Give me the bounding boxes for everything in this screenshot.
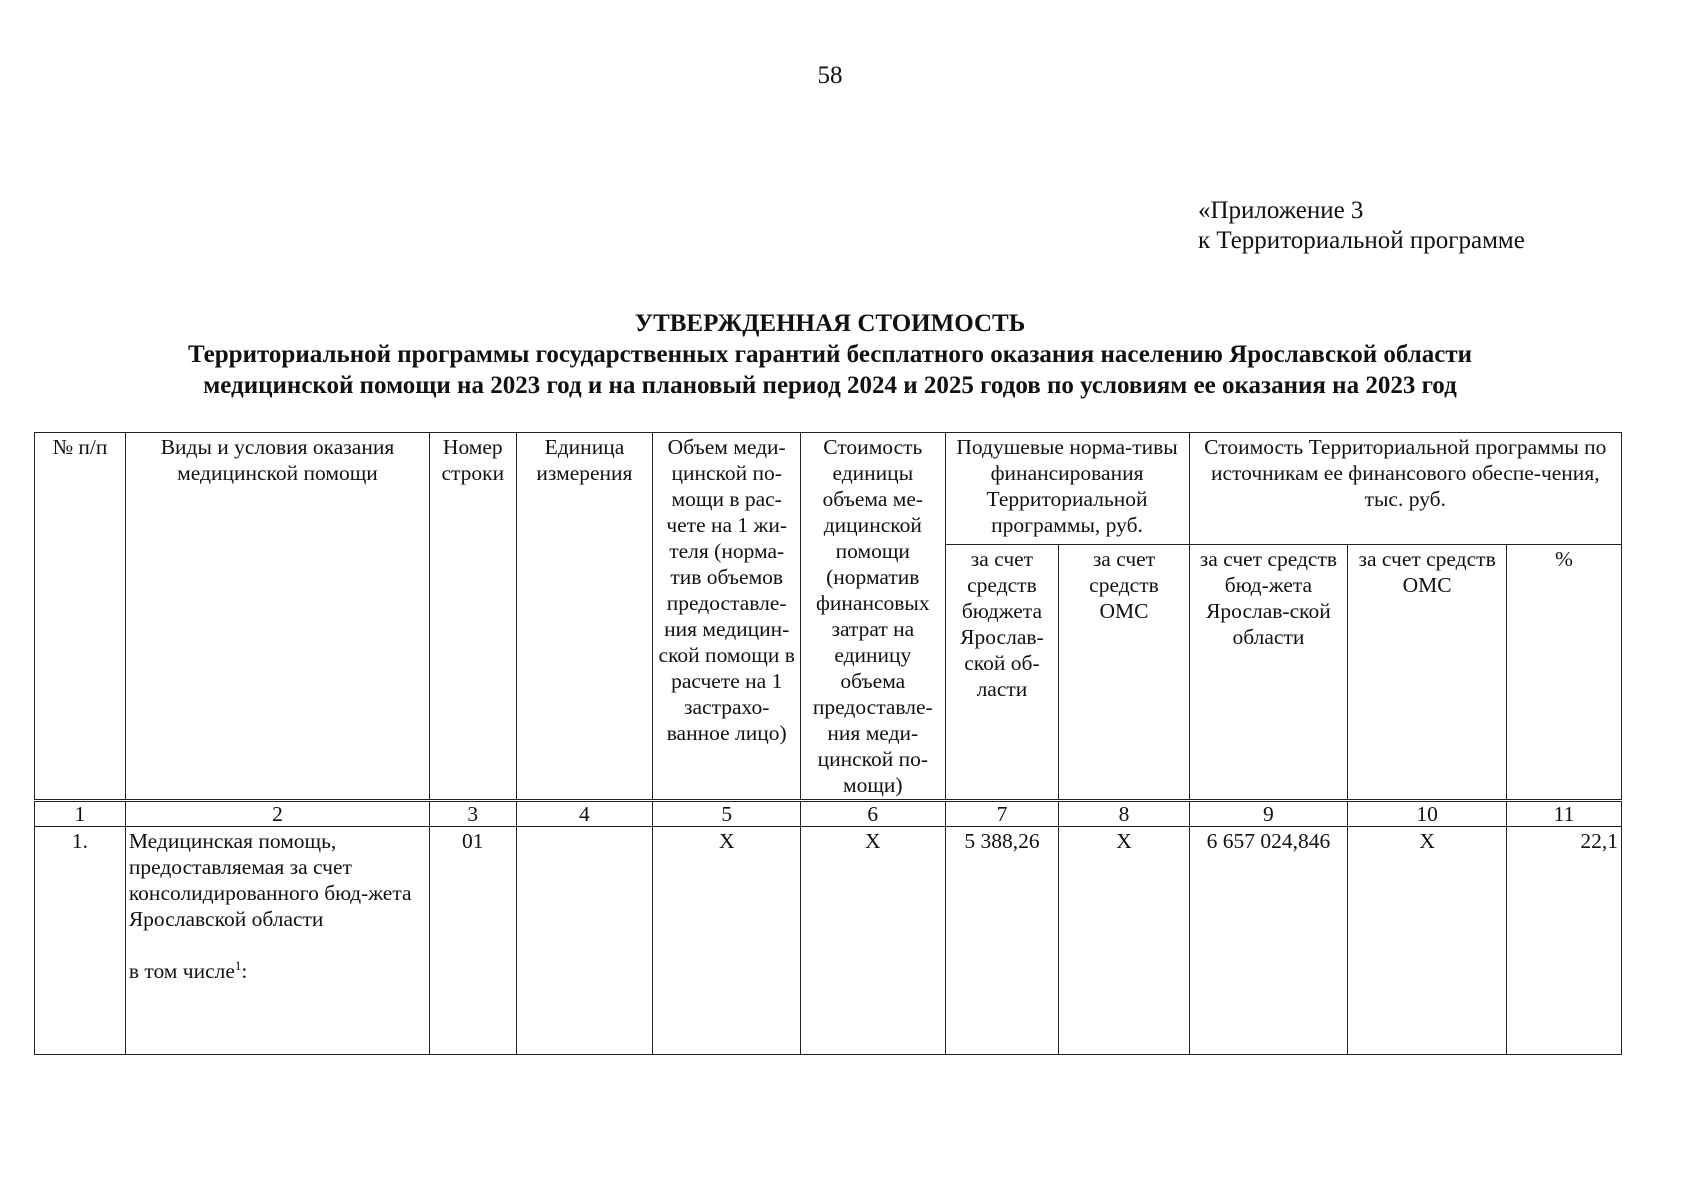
row-percent: 22,1: [1506, 827, 1621, 1055]
header-unit: Единица измерения: [516, 433, 653, 801]
appendix-line-2: к Территориальной программе: [1198, 227, 1525, 254]
header-cost-oms: за счет средств ОМС: [1348, 545, 1507, 801]
column-number: 9: [1189, 801, 1348, 827]
row-note-suffix: :: [241, 959, 248, 983]
row-cost-oms: Х: [1348, 827, 1507, 1055]
title-line-2: Территориальной программы государственных гарантий бесплатного оказания населению Ярославской области: [187, 341, 1473, 368]
title-line-3: медицинской помощи на 2023 год и на плановый период 2024 и 2025 годов по условиям ее оказания на 2023 год: [203, 372, 1457, 399]
header-cost-budget: за счет средств бюд-жета Ярослав-ской области: [1189, 545, 1348, 801]
column-number: 6: [801, 801, 945, 827]
row-unit-cost: Х: [801, 827, 945, 1055]
table-row: [35, 827, 1622, 1055]
row-cost-budget: 6 657 024,846: [1189, 827, 1348, 1055]
column-number: 10: [1348, 801, 1507, 827]
header-care-type: Виды и условия оказания медицинской помощи: [125, 433, 429, 801]
column-number: 1: [35, 801, 126, 827]
column-number: 8: [1059, 801, 1189, 827]
appendix-reference: [1198, 196, 1525, 256]
header-percent: %: [1506, 545, 1621, 801]
row-care-type-text: Медицинская помощь, предоставляемая за счет консолидированного бюд-жета Ярославской области: [128, 829, 412, 931]
column-number: 4: [516, 801, 653, 827]
document-title: [0, 308, 1660, 401]
row-line-number: 01: [430, 827, 516, 1055]
header-program-cost-group: Стоимость Территориальной программы по источникам ее финансового обеспе-чения, тыс. руб.: [1189, 433, 1621, 545]
cost-table: [34, 432, 1622, 1055]
header-volume: Объем меди-цинской по-мощи в рас-чете на 1 жи-теля (норма-тив объемов предоставле-ния медицин-ской помощи в расчете на 1 застрахо-ванное лицо): [653, 433, 801, 801]
column-number: 3: [430, 801, 516, 827]
row-unit: [516, 827, 653, 1055]
appendix-line-1: «Приложение 3: [1198, 197, 1364, 224]
header-per-capita-oms: за счет средств ОМС: [1059, 545, 1189, 801]
page-number: 58: [817, 62, 843, 89]
header-per-capita-group: Подушевые норма-тивы финансирования Территориальной программы, руб.: [945, 433, 1189, 545]
header-unit-cost: Стоимость единицы объема ме-дицинской помощи (норматив финансовых затрат на единицу объема предоставле-ния меди-цинской по-мощи): [801, 433, 945, 801]
column-number-row: [35, 801, 1622, 827]
title-line-1: УТВЕРЖДЕННАЯ СТОИМОСТЬ: [634, 310, 1026, 337]
header-number: № п/п: [35, 433, 126, 801]
column-number: 11: [1506, 801, 1621, 827]
header-line-number: Номер строки: [430, 433, 516, 801]
row-per-capita-oms: Х: [1059, 827, 1189, 1055]
row-per-capita-budget: 5 388,26: [945, 827, 1059, 1055]
row-volume: Х: [653, 827, 801, 1055]
column-number: 7: [945, 801, 1059, 827]
row-note-text: в том числе: [128, 959, 235, 983]
header-row-1: [35, 433, 1622, 545]
column-number: 5: [653, 801, 801, 827]
column-number: 2: [125, 801, 429, 827]
header-per-capita-budget: за счет средств бюджета Ярослав-ской об-ласти: [945, 545, 1059, 801]
footnote-mark: 1: [234, 957, 242, 973]
row-note: [129, 959, 248, 983]
row-care-type: [125, 827, 429, 1055]
row-number: 1.: [35, 827, 126, 1055]
